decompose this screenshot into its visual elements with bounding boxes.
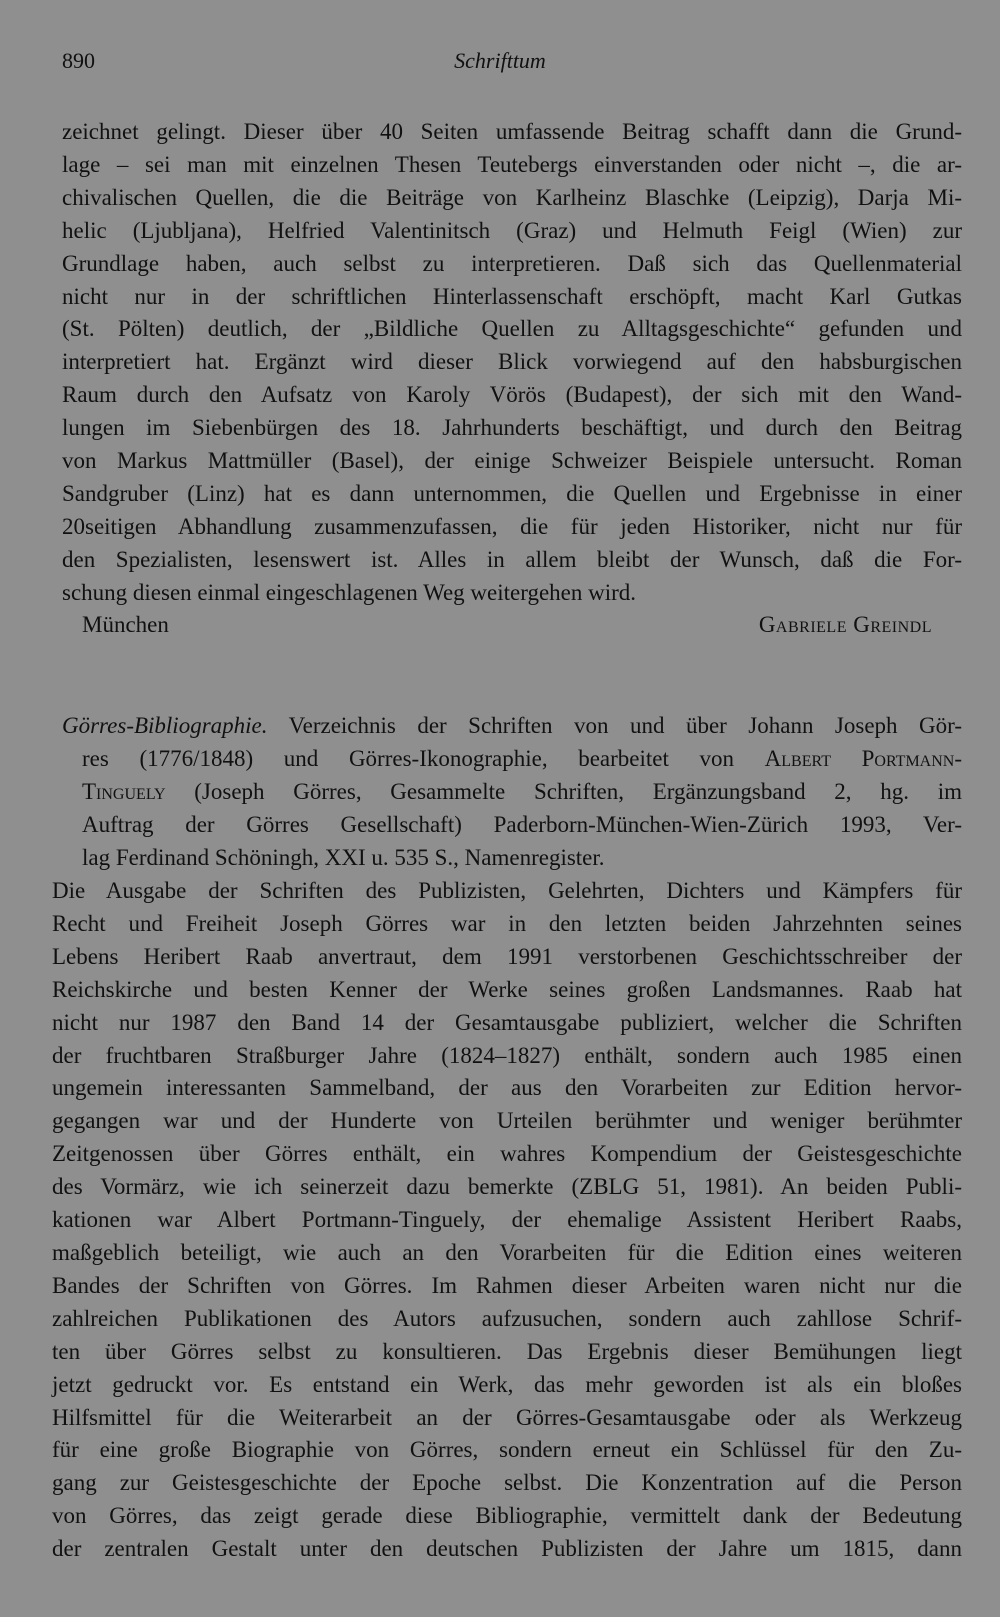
text-line: zahlreichen Publikationen des Autors aufzusuchen, sondern auch zahllose Schrif- <box>52 1305 962 1331</box>
text-line: der fruchtbaren Straßburger Jahre (1824–1827) enthält, sondern auch 1985 einen <box>52 1042 962 1068</box>
text-line: Zeitgenossen über Görres enthält, ein wahres Kompendium der Geistesgeschichte <box>52 1141 962 1167</box>
text-line: zeichnet gelingt. Dieser über 40 Seiten umfassende Beitrag schafft dann die Grund- <box>62 119 962 144</box>
text-line: lage – sei man mit einzelnen Thesen Teutebergs einverstanden oder nicht –, die ar- <box>62 151 962 177</box>
text-line: ten über Görres selbst zu konsultieren. Das Ergebnis dieser Bemühungen liegt <box>52 1338 962 1364</box>
text-line: Reichskirche und besten Kenner der Werke seines großen Landsmannes. Raab hat <box>52 976 962 1002</box>
text-line: 20seitigen Abhandlung zusammenzufassen, die für jeden Historiker, nicht nur für <box>62 513 962 539</box>
text-line: chivalischen Quellen, die die Beiträge von Karlheinz Blaschke (Leipzig), Darja Mi- <box>62 184 962 210</box>
editor-name: Albert Portmann- <box>764 745 962 771</box>
review-paragraph-1 <box>62 116 962 610</box>
text-line: Hilfsmittel für die Weiterarbeit an der Görres-Gesamtausgabe oder als Werkzeug <box>52 1404 962 1430</box>
text-line: maßgeblich beteiligt, wie auch an den Vorarbeiten für die Edition eines weiteren <box>52 1239 962 1265</box>
text-line: Die Ausgabe der Schriften des Publizisten, Gelehrten, Dichters und Kämpfers für <box>52 878 962 903</box>
text-line: helic (Ljubljana), Helfried Valentinitsch (Graz) und Helmuth Feigl (Wien) zur <box>62 217 962 243</box>
review-paragraph-2 <box>52 875 962 1566</box>
text-line: der zentralen Gestalt unter den deutschen Publizisten der Jahre um 1815, dann <box>52 1536 962 1562</box>
citation-line: lag Ferdinand Schöningh, XXI u. 535 S., Namenregister. <box>82 844 605 870</box>
text-line: schung diesen einmal eingeschlagenen Weg weitergehen wird. <box>62 579 637 605</box>
editor-name: Tinguely <box>82 778 166 804</box>
text-line: gang zur Geistesgeschichte der Epoche selbst. Die Konzentration auf die Person <box>52 1470 962 1496</box>
text-line: ungemein interessanten Sammelband, der aus den Vorarbeiten zur Edition hervor- <box>52 1075 962 1101</box>
text-line: Sandgruber (Linz) hat es dann unternommen, die Quellen und Ergebnisse in einer <box>62 480 962 506</box>
text-line: jetzt gedruckt vor. Es entstand ein Werk, das mehr geworden ist als ein bloßes <box>52 1371 962 1397</box>
signature-place: München <box>82 612 169 637</box>
text-line: Recht und Freiheit Joseph Görres war in den letzten beiden Jahrzehnten seines <box>52 910 962 936</box>
page-number: 890 <box>62 48 95 73</box>
citation-line <box>62 710 962 743</box>
text-line: kationen war Albert Portmann-Tinguely, der ehemalige Assistent Heribert Raabs, <box>52 1207 962 1233</box>
citation-text: Verzeichnis der Schriften von und über Johann Joseph Gör- <box>267 713 962 738</box>
text-line: des Vormärz, wie ich seinerzeit dazu bemerkte (ZBLG 51, 1981). An beiden Publi- <box>52 1174 962 1200</box>
citation-line: Auftrag der Görres Gesellschaft) Paderborn-München-Wien-Zürich 1993, Ver- <box>82 811 962 837</box>
text-line: lungen im Siebenbürgen des 18. Jahrhunderts beschäftigt, und durch den Beitrag <box>62 415 962 441</box>
text-line: Lebens Heribert Raab anvertraut, dem 1991 verstorbenen Geschichtsschreiber der <box>52 943 962 969</box>
text-line: Grundlage haben, auch selbst zu interpretieren. Daß sich das Quellenmaterial <box>62 250 962 276</box>
citation-text: (Joseph Görres, Gesammelte Schriften, Ergänzungsband 2, hg. im <box>165 778 962 804</box>
text-line: nicht nur 1987 den Band 14 der Gesamtausgabe publiziert, welcher die Schriften <box>52 1009 962 1035</box>
text-line: den Spezialisten, lesenswert ist. Alles in allem bleibt der Wunsch, daß die For- <box>62 546 962 572</box>
bibliographic-citation <box>62 710 962 875</box>
book-title: Görres-Bibliographie. <box>62 713 268 738</box>
text-line: von Görres, das zeigt gerade diese Bibliographie, vermittelt dank der Bedeutung <box>52 1503 962 1529</box>
citation-line <box>62 776 962 809</box>
citation-text: res (1776/1848) und Görres-Ikonographie, bearbeitet von <box>82 745 765 771</box>
page-header <box>62 48 938 88</box>
running-head: Schrifttum <box>454 48 546 73</box>
citation-line <box>62 743 962 776</box>
text-line: interpretiert hat. Ergänzt wird dieser Blick vorwiegend auf den habsburgischen <box>62 349 962 375</box>
text-line: Raum durch den Aufsatz von Karoly Vörös (Budapest), der sich mit den Wand- <box>62 382 962 408</box>
text-line: nicht nur in der schriftlichen Hinterlassenschaft erschöpft, macht Karl Gutkas <box>62 283 962 309</box>
review-signature <box>82 612 932 646</box>
text-line: für eine große Biographie von Görres, sondern erneut ein Schlüssel für den Zu- <box>52 1437 962 1463</box>
text-line: gegangen war und der Hunderte von Urteilen berühmter und weniger berühmter <box>52 1108 962 1134</box>
signature-author: Gabriele Greindl <box>758 612 932 637</box>
text-line: Bandes der Schriften von Görres. Im Rahmen dieser Arbeiten waren nicht nur die <box>52 1272 962 1298</box>
text-line: von Markus Mattmüller (Basel), der einige Schweizer Beispiele untersucht. Roman <box>62 448 962 474</box>
text-line: (St. Pölten) deutlich, der „Bildliche Quellen zu Alltagsgeschichte“ gefunden und <box>62 316 962 342</box>
